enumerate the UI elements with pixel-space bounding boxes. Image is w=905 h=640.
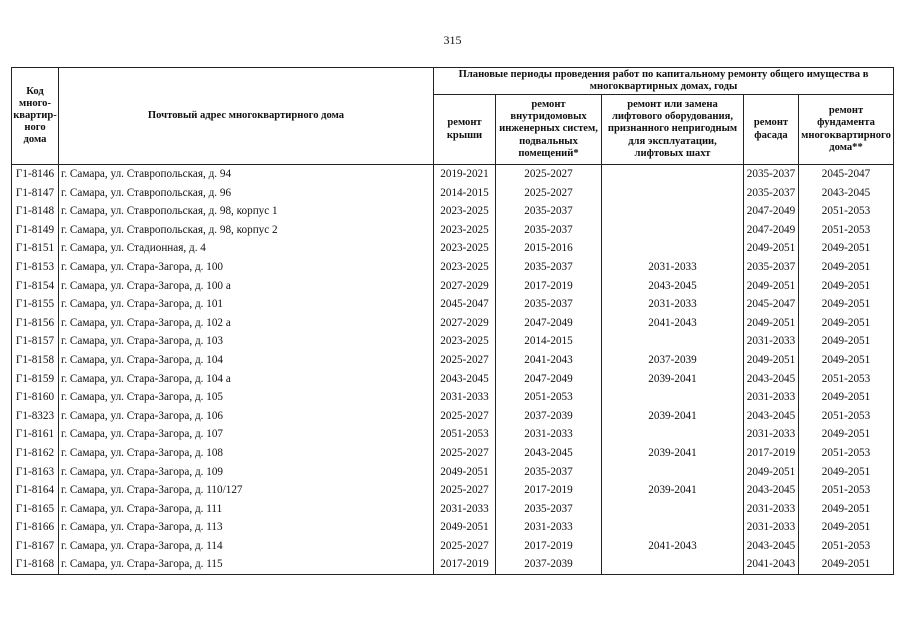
cell-address: г. Самара, ул. Стара-Загора, д. 101 — [59, 295, 434, 314]
cell-engineering: 2015-2016 — [496, 239, 602, 258]
cell-roof: 2023-2025 — [434, 332, 496, 351]
header-engineering: ремонт внутридомовых инженерных систем, подвальных помещений* — [496, 95, 602, 165]
cell-elevator — [602, 555, 744, 574]
table-row — [12, 258, 894, 277]
cell-facade: 2017-2019 — [744, 444, 799, 463]
header-periods-group: Плановые периоды проведения работ по капитальному ремонту общего имущества в многоквартирных домах, годы — [434, 68, 894, 95]
cell-engineering: 2025-2027 — [496, 184, 602, 203]
cell-facade: 2049-2051 — [744, 277, 799, 296]
header-foundation: ремонт фундамента многоквартирного дома** — [799, 95, 894, 165]
cell-engineering: 2035-2037 — [496, 258, 602, 277]
cell-code: Г1-8148 — [12, 202, 59, 221]
cell-code: Г1-8323 — [12, 407, 59, 426]
header-code: Код много- квартир- ного дома — [12, 68, 59, 165]
cell-facade: 2047-2049 — [744, 221, 799, 240]
cell-roof: 2049-2051 — [434, 518, 496, 537]
cell-code: Г1-8151 — [12, 239, 59, 258]
cell-address: г. Самара, ул. Стара-Загора, д. 106 — [59, 407, 434, 426]
cell-elevator: 2037-2039 — [602, 351, 744, 370]
cell-code: Г1-8147 — [12, 184, 59, 203]
cell-code: Г1-8149 — [12, 221, 59, 240]
cell-roof: 2023-2025 — [434, 258, 496, 277]
cell-elevator — [602, 463, 744, 482]
cell-code: Г1-8155 — [12, 295, 59, 314]
cell-roof: 2025-2027 — [434, 444, 496, 463]
cell-foundation: 2045-2047 — [799, 165, 894, 184]
cell-foundation: 2049-2051 — [799, 388, 894, 407]
cell-facade: 2049-2051 — [744, 351, 799, 370]
cell-roof: 2043-2045 — [434, 370, 496, 389]
table-row — [12, 295, 894, 314]
cell-engineering: 2037-2039 — [496, 407, 602, 426]
cell-code: Г1-8157 — [12, 332, 59, 351]
table-row — [12, 537, 894, 556]
cell-code: Г1-8156 — [12, 314, 59, 333]
cell-elevator — [602, 221, 744, 240]
cell-foundation: 2049-2051 — [799, 332, 894, 351]
cell-facade: 2035-2037 — [744, 165, 799, 184]
cell-code: Г1-8166 — [12, 518, 59, 537]
header-elevator: ремонт или замена лифтового оборудования, признанного непригодным для эксплуатации, лифтовых шахт — [602, 95, 744, 165]
cell-address: г. Самара, ул. Стара-Загора, д. 104 а — [59, 370, 434, 389]
cell-roof: 2027-2029 — [434, 277, 496, 296]
cell-elevator — [602, 239, 744, 258]
cell-code: Г1-8162 — [12, 444, 59, 463]
cell-code: Г1-8154 — [12, 277, 59, 296]
cell-foundation: 2043-2045 — [799, 184, 894, 203]
cell-code: Г1-8153 — [12, 258, 59, 277]
cell-engineering: 2031-2033 — [496, 518, 602, 537]
cell-address: г. Самара, ул. Стара-Загора, д. 111 — [59, 500, 434, 519]
cell-elevator: 2039-2041 — [602, 370, 744, 389]
cell-foundation: 2049-2051 — [799, 314, 894, 333]
cell-elevator — [602, 332, 744, 351]
cell-engineering: 2043-2045 — [496, 444, 602, 463]
cell-address: г. Самара, ул. Ставропольская, д. 98, корпус 2 — [59, 221, 434, 240]
cell-facade: 2031-2033 — [744, 425, 799, 444]
table-row — [12, 351, 894, 370]
header-facade: ремонт фасада — [744, 95, 799, 165]
cell-elevator — [602, 518, 744, 537]
cell-engineering: 2047-2049 — [496, 314, 602, 333]
table-row — [12, 555, 894, 574]
cell-address: г. Самара, ул. Ставропольская, д. 94 — [59, 165, 434, 184]
table-row — [12, 184, 894, 203]
cell-engineering: 2051-2053 — [496, 388, 602, 407]
cell-code: Г1-8160 — [12, 388, 59, 407]
cell-address: г. Самара, ул. Стара-Загора, д. 110/127 — [59, 481, 434, 500]
table-row — [12, 463, 894, 482]
cell-engineering: 2017-2019 — [496, 481, 602, 500]
cell-foundation: 2049-2051 — [799, 239, 894, 258]
cell-foundation: 2051-2053 — [799, 407, 894, 426]
cell-engineering: 2047-2049 — [496, 370, 602, 389]
cell-address: г. Самара, ул. Стара-Загора, д. 115 — [59, 555, 434, 574]
table-row — [12, 518, 894, 537]
cell-elevator: 2031-2033 — [602, 258, 744, 277]
cell-roof: 2017-2019 — [434, 555, 496, 574]
cell-foundation: 2051-2053 — [799, 221, 894, 240]
cell-elevator — [602, 388, 744, 407]
cell-address: г. Самара, ул. Стара-Загора, д. 105 — [59, 388, 434, 407]
cell-engineering: 2017-2019 — [496, 537, 602, 556]
cell-address: г. Самара, ул. Стара-Загора, д. 102 а — [59, 314, 434, 333]
cell-roof: 2025-2027 — [434, 407, 496, 426]
cell-engineering: 2041-2043 — [496, 351, 602, 370]
cell-address: г. Самара, ул. Стадионная, д. 4 — [59, 239, 434, 258]
cell-roof: 2023-2025 — [434, 202, 496, 221]
table-row — [12, 202, 894, 221]
table-row — [12, 239, 894, 258]
cell-address: г. Самара, ул. Стара-Загора, д. 104 — [59, 351, 434, 370]
cell-engineering: 2014-2015 — [496, 332, 602, 351]
cell-address: г. Самара, ул. Стара-Загора, д. 109 — [59, 463, 434, 482]
cell-code: Г1-8165 — [12, 500, 59, 519]
cell-elevator: 2031-2033 — [602, 295, 744, 314]
cell-address: г. Самара, ул. Стара-Загора, д. 113 — [59, 518, 434, 537]
cell-code: Г1-8163 — [12, 463, 59, 482]
cell-elevator — [602, 184, 744, 203]
cell-code: Г1-8146 — [12, 165, 59, 184]
cell-foundation: 2049-2051 — [799, 351, 894, 370]
cell-elevator: 2039-2041 — [602, 407, 744, 426]
cell-engineering: 2031-2033 — [496, 425, 602, 444]
table-row — [12, 500, 894, 519]
page-number: 315 — [443, 33, 462, 47]
cell-facade: 2047-2049 — [744, 202, 799, 221]
cell-address: г. Самара, ул. Стара-Загора, д. 100 — [59, 258, 434, 277]
table-row — [12, 425, 894, 444]
table-row — [12, 370, 894, 389]
cell-roof: 2025-2027 — [434, 481, 496, 500]
header-address: Почтовый адрес многоквартирного дома — [59, 68, 434, 165]
cell-roof: 2025-2027 — [434, 537, 496, 556]
table-header — [12, 68, 894, 165]
cell-facade: 2031-2033 — [744, 518, 799, 537]
table-row — [12, 332, 894, 351]
cell-facade: 2035-2037 — [744, 184, 799, 203]
cell-facade: 2045-2047 — [744, 295, 799, 314]
table-body — [12, 165, 894, 575]
cell-roof: 2023-2025 — [434, 239, 496, 258]
cell-elevator: 2039-2041 — [602, 481, 744, 500]
cell-roof: 2045-2047 — [434, 295, 496, 314]
cell-facade: 2031-2033 — [744, 332, 799, 351]
cell-foundation: 2049-2051 — [799, 277, 894, 296]
table-row — [12, 221, 894, 240]
capital-repair-table — [11, 67, 894, 575]
cell-facade: 2031-2033 — [744, 500, 799, 519]
cell-address: г. Самара, ул. Стара-Загора, д. 114 — [59, 537, 434, 556]
cell-foundation: 2051-2053 — [799, 444, 894, 463]
cell-roof: 2031-2033 — [434, 500, 496, 519]
cell-facade: 2043-2045 — [744, 370, 799, 389]
cell-roof: 2014-2015 — [434, 184, 496, 203]
cell-foundation: 2049-2051 — [799, 258, 894, 277]
cell-engineering: 2035-2037 — [496, 500, 602, 519]
table-row — [12, 407, 894, 426]
cell-facade: 2049-2051 — [744, 314, 799, 333]
cell-code: Г1-8161 — [12, 425, 59, 444]
cell-foundation: 2049-2051 — [799, 555, 894, 574]
cell-address: г. Самара, ул. Стара-Загора, д. 103 — [59, 332, 434, 351]
cell-elevator — [602, 202, 744, 221]
cell-facade: 2035-2037 — [744, 258, 799, 277]
cell-elevator: 2043-2045 — [602, 277, 744, 296]
cell-facade: 2043-2045 — [744, 537, 799, 556]
cell-engineering: 2035-2037 — [496, 463, 602, 482]
cell-roof: 2023-2025 — [434, 221, 496, 240]
cell-facade: 2043-2045 — [744, 481, 799, 500]
table-row — [12, 444, 894, 463]
cell-foundation: 2051-2053 — [799, 481, 894, 500]
cell-foundation: 2049-2051 — [799, 500, 894, 519]
cell-code: Г1-8159 — [12, 370, 59, 389]
cell-address: г. Самара, ул. Ставропольская, д. 96 — [59, 184, 434, 203]
cell-address: г. Самара, ул. Стара-Загора, д. 108 — [59, 444, 434, 463]
cell-address: г. Самара, ул. Ставропольская, д. 98, корпус 1 — [59, 202, 434, 221]
cell-roof: 2019-2021 — [434, 165, 496, 184]
cell-foundation: 2051-2053 — [799, 370, 894, 389]
cell-facade: 2043-2045 — [744, 407, 799, 426]
cell-code: Г1-8164 — [12, 481, 59, 500]
cell-code: Г1-8158 — [12, 351, 59, 370]
cell-roof: 2049-2051 — [434, 463, 496, 482]
cell-foundation: 2051-2053 — [799, 537, 894, 556]
cell-foundation: 2051-2053 — [799, 202, 894, 221]
cell-foundation: 2049-2051 — [799, 425, 894, 444]
cell-foundation: 2049-2051 — [799, 518, 894, 537]
cell-elevator: 2041-2043 — [602, 314, 744, 333]
cell-elevator: 2039-2041 — [602, 444, 744, 463]
cell-elevator — [602, 500, 744, 519]
cell-elevator — [602, 425, 744, 444]
cell-roof: 2051-2053 — [434, 425, 496, 444]
cell-engineering: 2017-2019 — [496, 277, 602, 296]
table-row — [12, 165, 894, 184]
cell-facade: 2049-2051 — [744, 463, 799, 482]
cell-address: г. Самара, ул. Стара-Загора, д. 107 — [59, 425, 434, 444]
cell-code: Г1-8167 — [12, 537, 59, 556]
cell-engineering: 2035-2037 — [496, 295, 602, 314]
cell-code: Г1-8168 — [12, 555, 59, 574]
cell-roof: 2027-2029 — [434, 314, 496, 333]
cell-engineering: 2025-2027 — [496, 165, 602, 184]
cell-foundation: 2049-2051 — [799, 463, 894, 482]
cell-facade: 2041-2043 — [744, 555, 799, 574]
cell-facade: 2031-2033 — [744, 388, 799, 407]
table-row — [12, 388, 894, 407]
cell-engineering: 2035-2037 — [496, 202, 602, 221]
header-roof: ремонт крыши — [434, 95, 496, 165]
cell-elevator: 2041-2043 — [602, 537, 744, 556]
cell-engineering: 2035-2037 — [496, 221, 602, 240]
cell-roof: 2031-2033 — [434, 388, 496, 407]
cell-foundation: 2049-2051 — [799, 295, 894, 314]
cell-address: г. Самара, ул. Стара-Загора, д. 100 а — [59, 277, 434, 296]
table-row — [12, 481, 894, 500]
cell-roof: 2025-2027 — [434, 351, 496, 370]
cell-facade: 2049-2051 — [744, 239, 799, 258]
cell-engineering: 2037-2039 — [496, 555, 602, 574]
table-row — [12, 314, 894, 333]
table-row — [12, 277, 894, 296]
cell-elevator — [602, 165, 744, 184]
